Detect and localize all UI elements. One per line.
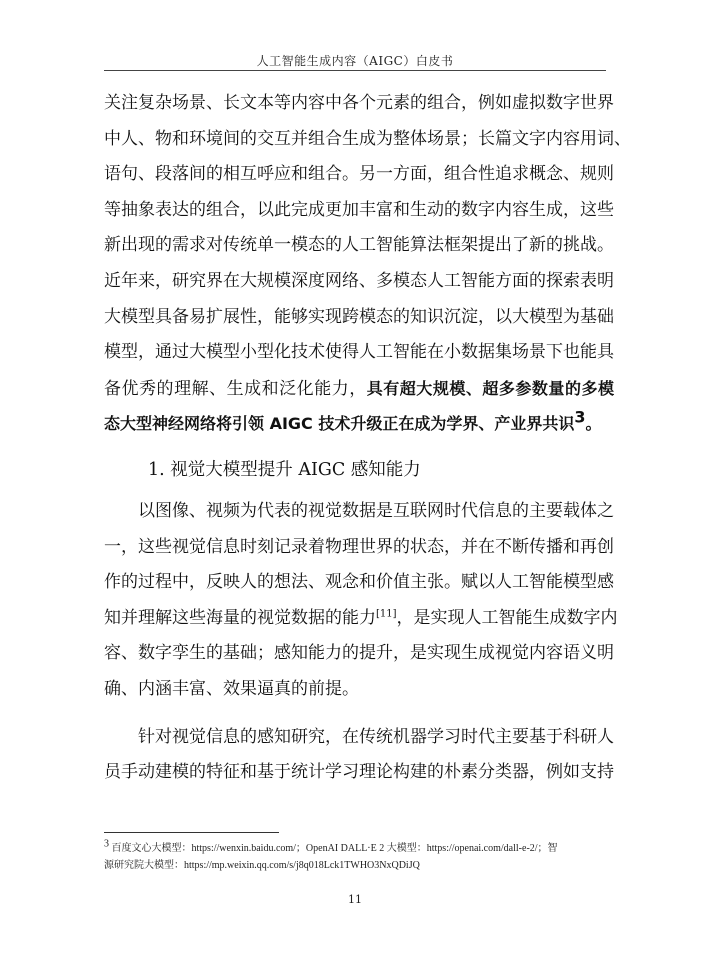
text-line — [104, 406, 614, 442]
body-text — [104, 86, 631, 791]
page-number: 11 — [348, 893, 362, 906]
citation-reference[interactable]: [11] — [376, 608, 397, 620]
text-line — [104, 371, 614, 407]
footnote-line — [104, 840, 614, 857]
text-line: 针对视觉信息的感知研究，在传统机器学习时代主要基于科研人 — [138, 726, 614, 747]
bold-text-run: 具有超大规模、超多参数量的多模 — [366, 378, 614, 398]
paragraph-intro — [104, 86, 631, 442]
text-line: 以图像、视频为代表的视觉数据是互联网时代信息的主要载体之 — [138, 500, 614, 521]
text-line: 作的过程中，反映人的想法、观念和价值主张。赋以人工智能模型感 — [104, 572, 614, 593]
text-line: 一，这些视觉信息时刻记录着物理世界的状态，并在不断传播和再创 — [104, 536, 614, 557]
text-line: 模型，通过大模型小型化技术使得人工智能在小数据集场景下也能具 — [104, 342, 614, 363]
text-run: 知并理解这些海量的视觉数据的能力 — [104, 607, 376, 628]
paragraph-perception — [104, 720, 614, 791]
text-line: 确、内涵丰富、效果逼真的前提。 — [104, 678, 359, 699]
text-line — [104, 601, 618, 637]
text-line: 中人、物和环境间的交互并组合生成为整体场景；长篇文字内容用词、 — [104, 128, 631, 149]
text-line: 关注复杂场景、长文本等内容中各个元素的组合，例如虚拟数字世界 — [104, 93, 614, 113]
text-run: ，是实现人工智能生成数字内 — [396, 607, 618, 628]
section-heading: 1. 视觉大模型提升 AIGC 感知能力 — [148, 459, 421, 480]
footnote-rule — [104, 832, 279, 833]
text-line: 语句、段落间的相互呼应和组合。另一方面，组合性追求概念、规则 — [104, 164, 614, 185]
footnote-line: 源研究院大模型：https://mp.weixin.qq.com/s/j8q018Lck1TWHO3NxQDiJQ — [104, 860, 420, 871]
running-header: 人工智能生成内容（AIGC）白皮书 — [256, 54, 454, 68]
footnote — [104, 840, 614, 874]
footnote-reference[interactable]: 3 — [574, 407, 586, 427]
header-rule — [104, 70, 606, 71]
text-line: 等抽象表达的组合，以此完成更加丰富和生动的数字内容生成，这些 — [104, 199, 614, 220]
text-line: 容、数字孪生的基础；感知能力的提升，是实现生成视觉内容语义明 — [104, 643, 614, 664]
text-line: 员手动建模的特征和基于统计学习理论构建的朴素分类器，例如支持 — [104, 762, 614, 783]
bold-text-run: 态大型神经网络将引领 AIGC 技术升级正在成为学界、产业界共识 — [104, 414, 575, 434]
paragraph-visual-data — [104, 494, 618, 708]
text-line: 近年来，研究界在大规模深度网络、多模态人工智能方面的探索表明 — [104, 270, 614, 291]
paragraph-gap — [104, 708, 614, 720]
text-line: 新出现的需求对传统单一模态的人工智能算法框架提出了新的挑战。 — [104, 235, 614, 256]
text-run: 备优秀的理解、生成和泛化能力， — [104, 378, 367, 399]
text-line: 大模型具备易扩展性，能够实现跨模态的知识沉淀，以大模型为基础 — [104, 306, 614, 327]
footnote-marker: 3 — [104, 838, 109, 850]
footnote-text: 百度文心大模型：https://wenxin.baidu.com/；OpenAI DALL·E 2 大模型：https://openai.com/dall-e-2/；智 — [109, 843, 558, 854]
text-run: 。 — [585, 414, 602, 434]
